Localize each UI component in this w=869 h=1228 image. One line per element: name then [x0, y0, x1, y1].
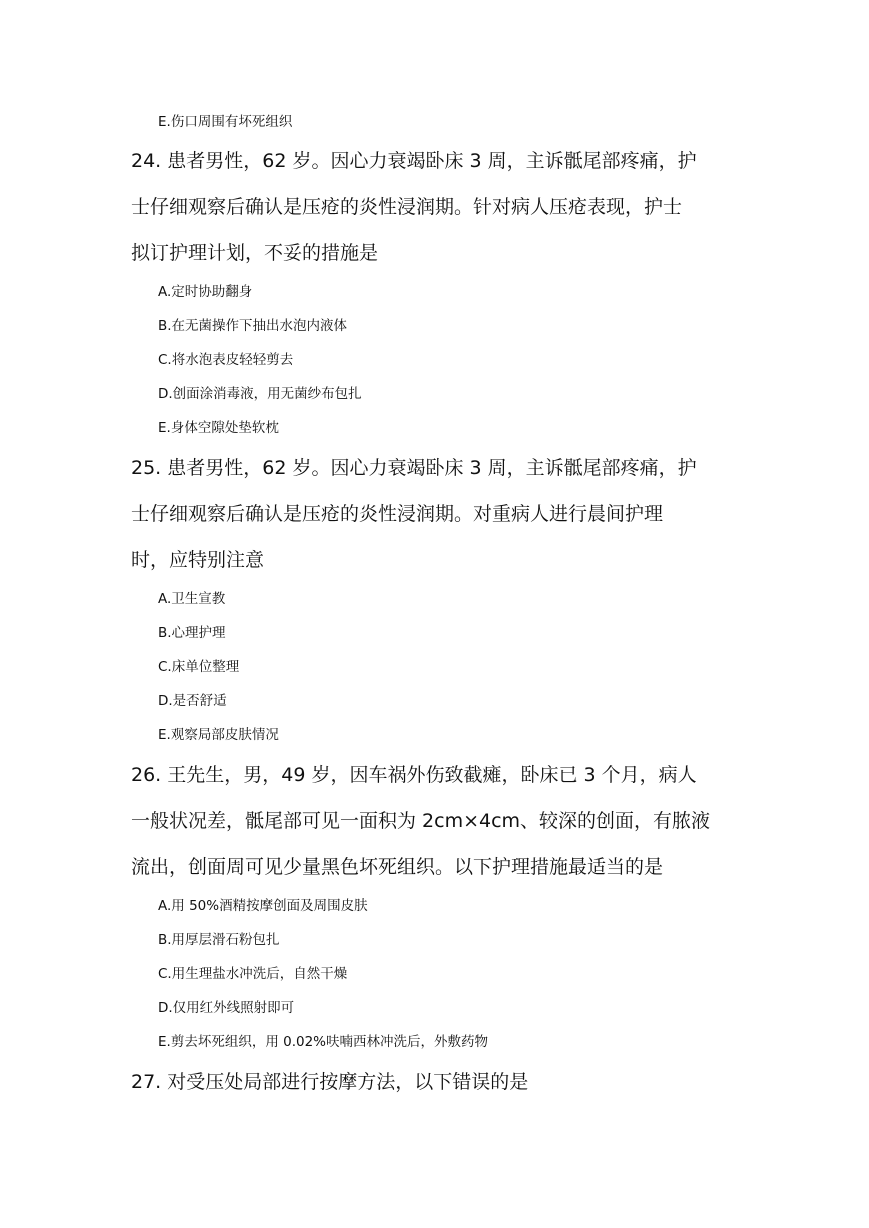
option-e: E.剪去坏死组织，用 0.02%呋喃西林冲洗后，外敷药物 — [158, 1034, 488, 1050]
option-e: E.观察局部皮肤情况 — [158, 727, 279, 743]
option-e: E.身体空隙处垫软枕 — [158, 420, 279, 436]
option-b: B.用厚层滑石粉包扎 — [158, 932, 280, 948]
option-d: D.仅用红外线照射即可 — [158, 1000, 295, 1016]
option-a: A.用 50%酒精按摩创面及周围皮肤 — [158, 898, 368, 914]
question-text-line: 士仔细观察后确认是压疮的炎性浸润期。针对病人压疮表现，护士 — [131, 196, 683, 218]
question-text-line: 一般状况差，骶尾部可见一面积为 2cm×4cm、较深的创面，有脓液 — [131, 810, 711, 832]
option-b: B.在无菌操作下抽出水泡内液体 — [158, 318, 348, 334]
question-text-line: 27. 对受压处局部进行按摩方法，以下错误的是 — [131, 1071, 529, 1093]
option-b: B.心理护理 — [158, 625, 226, 641]
question-text-line: 24. 患者男性，62 岁。因心力衰竭卧床 3 周，主诉骶尾部疼痛，护 — [131, 150, 697, 172]
option-a: A.定时协助翻身 — [158, 284, 253, 300]
option-d: D.是否舒适 — [158, 693, 227, 709]
question-text-line: 时，应特别注意 — [131, 549, 265, 571]
option-a: A.卫生宣教 — [158, 591, 226, 607]
option-d: D.创面涂消毒液，用无菌纱布包扎 — [158, 386, 362, 402]
option-c: C.用生理盐水冲洗后，自然干燥 — [158, 966, 348, 982]
question-text-line: 25. 患者男性，62 岁。因心力衰竭卧床 3 周，主诉骶尾部疼痛，护 — [131, 457, 697, 479]
option-c: C.床单位整理 — [158, 659, 240, 675]
option-c: C.将水泡表皮轻轻剪去 — [158, 352, 294, 368]
question-text-line: 拟订护理计划，不妥的措施是 — [131, 242, 379, 264]
question-text-line: 流出，创面周可见少量黑色坏死组织。以下护理措施最适当的是 — [131, 856, 664, 878]
question-text-line: 26. 王先生，男，49 岁，因车祸外伤致截瘫，卧床已 3 个月，病人 — [131, 764, 697, 786]
option-e: E.伤口周围有坏死组织 — [158, 114, 293, 130]
question-text-line: 士仔细观察后确认是压疮的炎性浸润期。对重病人进行晨间护理 — [131, 503, 664, 525]
